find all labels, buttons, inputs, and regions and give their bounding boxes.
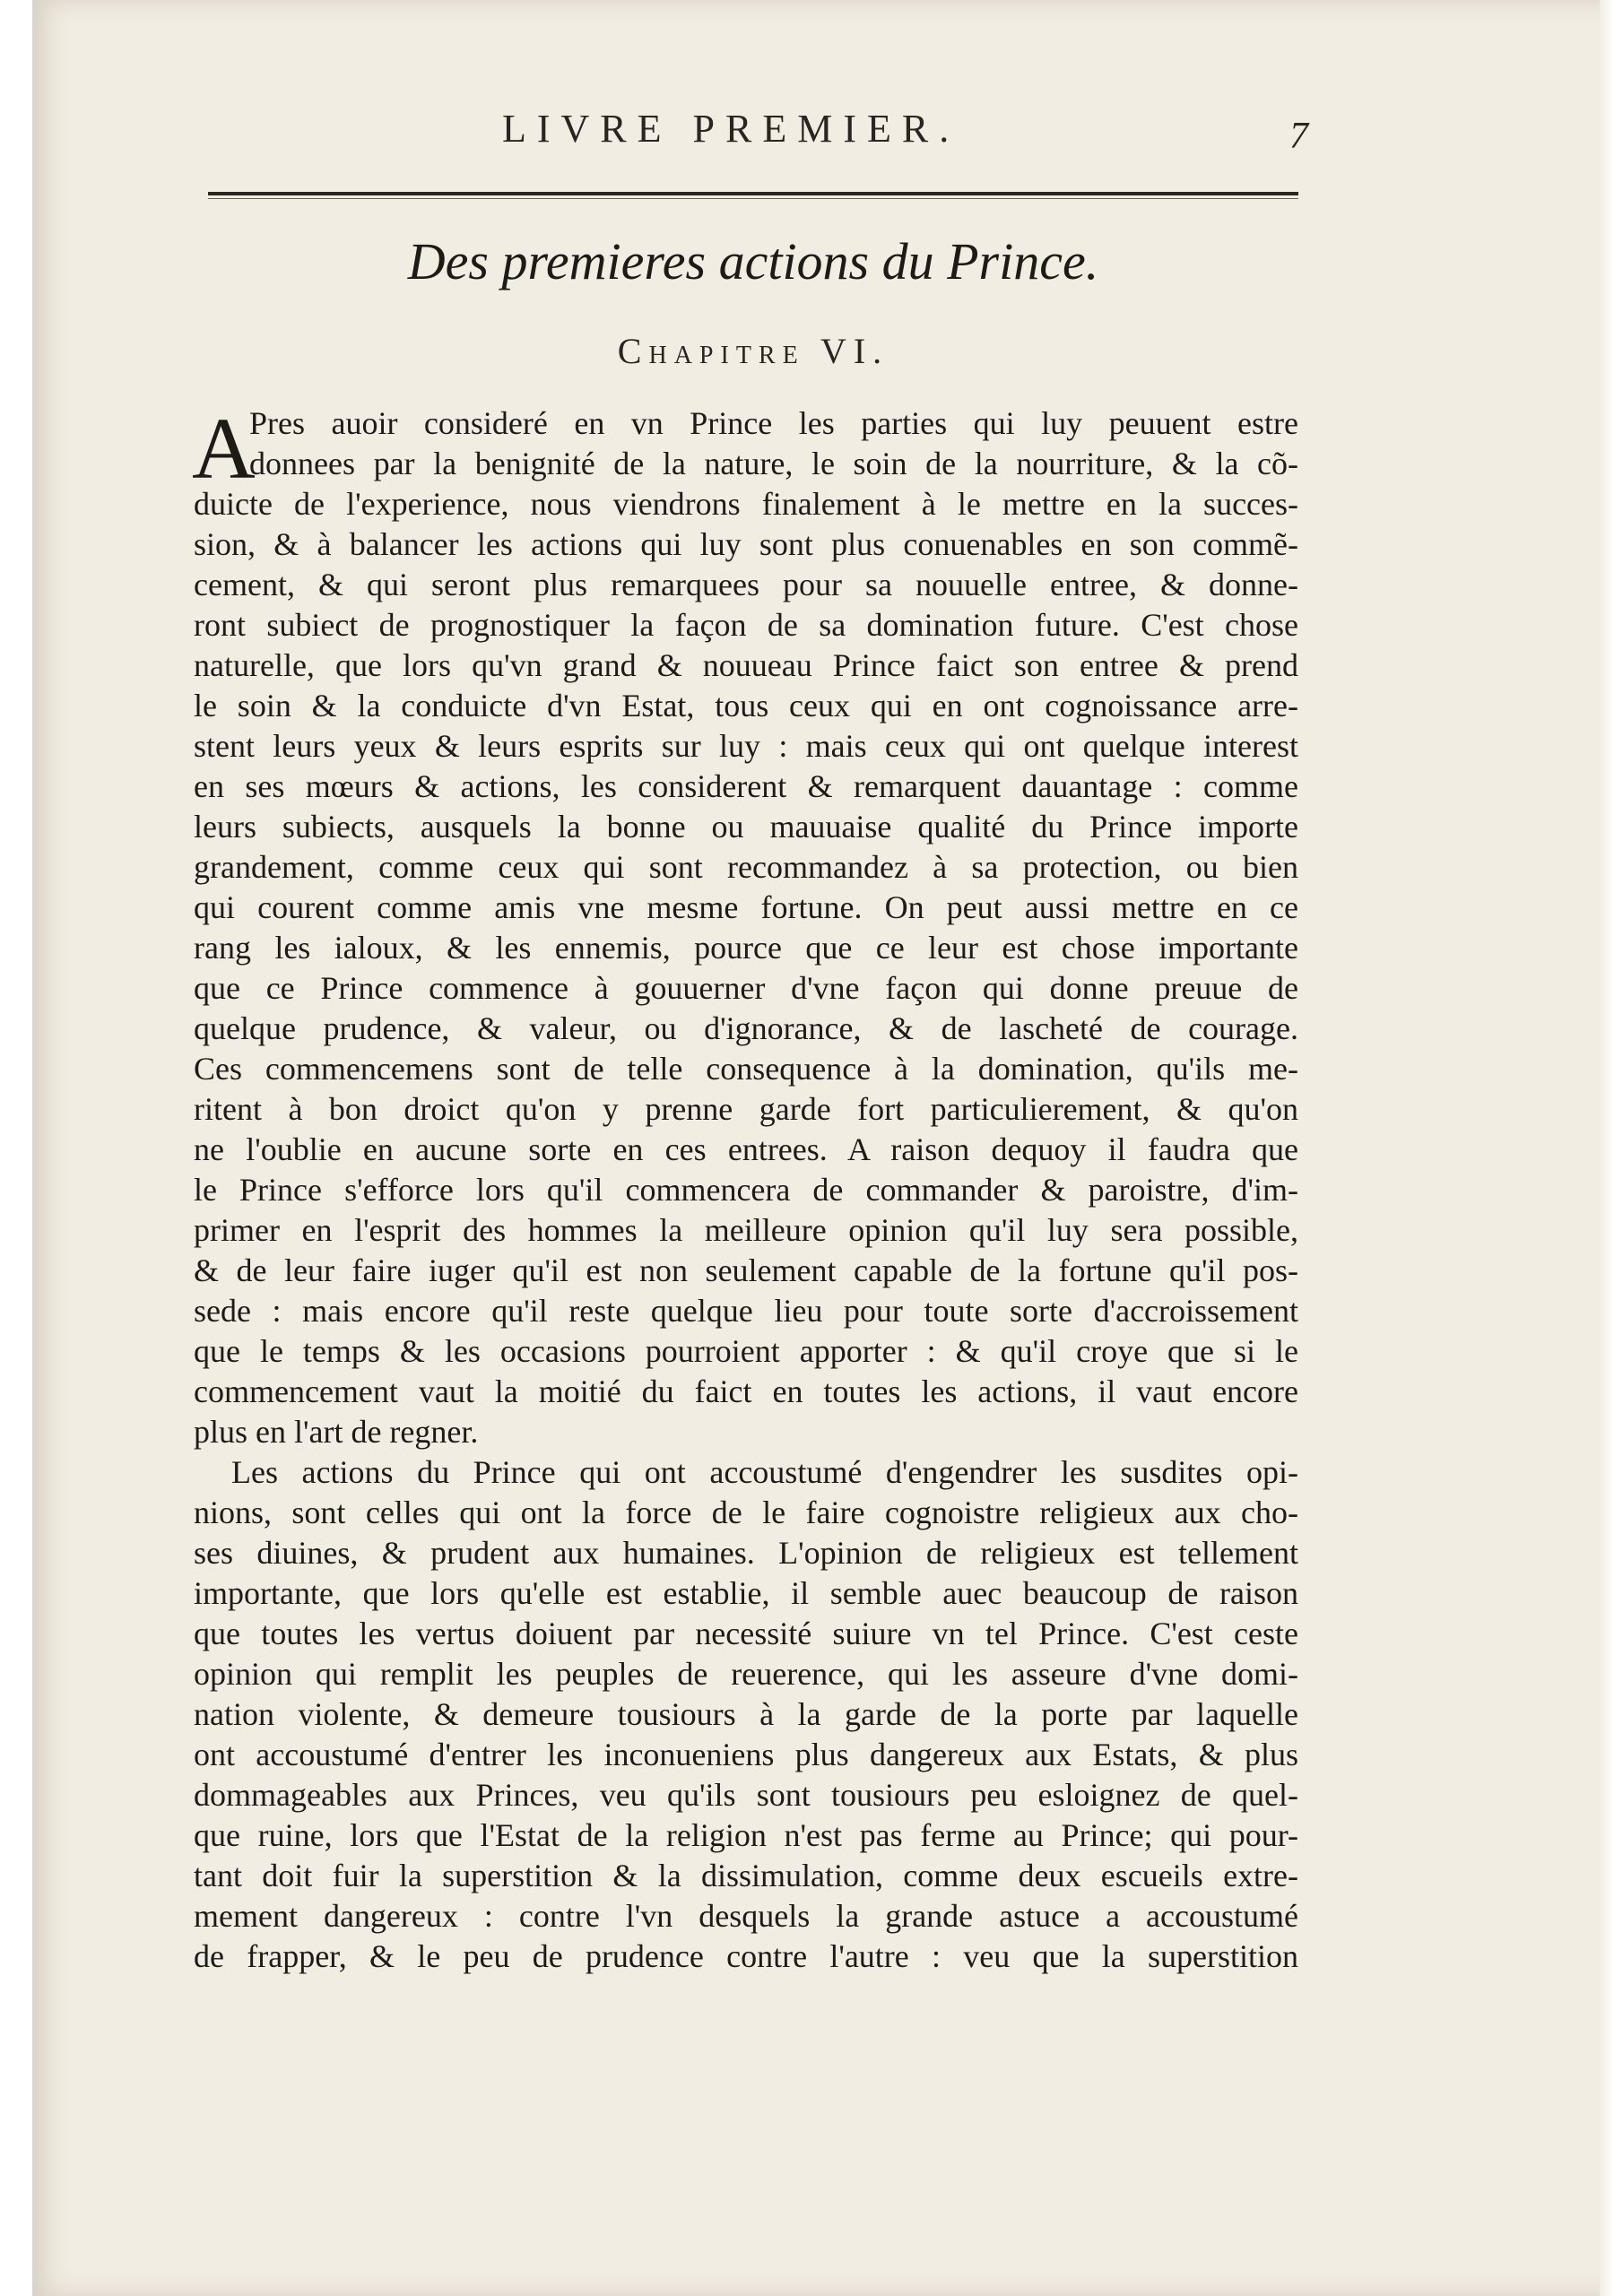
text-line: duicte de l'experience, nous viendrons finalement à le mettre en la succes- bbox=[194, 486, 1298, 522]
text-line: Pres auoir consideré en vn Prince les parties qui luy peuuent estre bbox=[249, 405, 1298, 441]
text-line: sede : mais encore qu'il reste quelque lieu pour toute sorte d'accroissement bbox=[194, 1293, 1298, 1329]
text-line: ront subiect de prognostiquer la façon de sa domination future. C'est chose bbox=[194, 607, 1298, 643]
header-rule bbox=[208, 192, 1298, 195]
text-line: leurs subiects, ausquels la bonne ou mauuaise qualité du Prince importe bbox=[194, 809, 1298, 845]
text-line: & de leur faire iuger qu'il est non seulement capable de la fortune qu'il pos- bbox=[194, 1252, 1298, 1288]
text-line: mement dangereux : contre l'vn desquels la grande astuce a accoustumé bbox=[194, 1898, 1298, 1934]
text-line: que le temps & les occasions pourroient apporter : & qu'il croye que si le bbox=[194, 1333, 1298, 1369]
text-line: le Prince s'efforce lors qu'il commencera de commander & paroistre, d'im- bbox=[194, 1172, 1298, 1208]
page-edge bbox=[1600, 0, 1614, 2296]
text-line: Les actions du Prince qui ont accoustumé d'engendrer les susdites opi- bbox=[231, 1454, 1298, 1490]
text-line: que toutes les vertus doiuent par necessité suiure vn tel Prince. C'est ceste bbox=[194, 1616, 1298, 1651]
page-number: 7 bbox=[1289, 116, 1308, 157]
text-line: donnees par la benignité de la nature, le soin de la nourriture, & la cõ- bbox=[249, 446, 1298, 481]
text-line: commencement vaut la moitié du faict en toutes les actions, il vaut encore bbox=[194, 1373, 1298, 1409]
text-line: sion, & à balancer les actions qui luy sont plus conuenables en son commẽ- bbox=[194, 526, 1298, 562]
body-text bbox=[194, 403, 1298, 1977]
header-rule-thin bbox=[208, 198, 1298, 199]
text-line: tant doit fuir la superstition & la dissimulation, comme deux escueils extre- bbox=[194, 1858, 1298, 1893]
text-line: dommageables aux Princes, veu qu'ils sont tousiours peu esloignez de quel- bbox=[194, 1777, 1298, 1813]
running-head: LIVRE PREMIER. bbox=[502, 107, 960, 151]
text-line: stent leurs yeux & leurs esprits sur luy : mais ceux qui ont quelque interest bbox=[194, 728, 1298, 764]
text-line: que ruine, lors que l'Estat de la religion n'est pas ferme au Prince; qui pour- bbox=[194, 1817, 1298, 1853]
text-line: nions, sont celles qui ont la force de le faire cognoistre religieux aux cho- bbox=[194, 1495, 1298, 1530]
text-line: nation violente, & demeure tousiours à la garde de la porte par laquelle bbox=[194, 1696, 1298, 1732]
text-line: ont accoustumé d'entrer les inconueniens plus dangereux aux Estats, & plus bbox=[194, 1737, 1298, 1772]
text-line: qui courent comme amis vne mesme fortune. On peut aussi mettre en ce bbox=[194, 889, 1298, 925]
text-line: naturelle, que lors qu'vn grand & nouueau Prince faict son entree & prend bbox=[194, 647, 1298, 683]
text-line: importante, que lors qu'elle est establie, il semble auec beaucoup de raison bbox=[194, 1575, 1298, 1611]
chapter-title: Des premieres actions du Prince. bbox=[407, 232, 1099, 290]
text-line: opinion qui remplit les peuples de reuerence, qui les asseure d'vne domi- bbox=[194, 1656, 1298, 1692]
text-line: quelque prudence, & valeur, ou d'ignorance, & de lascheté de courage. bbox=[194, 1010, 1298, 1046]
text-line: ne l'oublie en aucune sorte en ces entrees. A raison dequoy il faudra que bbox=[194, 1131, 1298, 1167]
text-line: le soin & la conduicte d'vn Estat, tous ceux qui en ont cognoissance arre- bbox=[194, 688, 1298, 723]
text-line: rang les ialoux, & les ennemis, pource que ce leur est chose importante bbox=[194, 930, 1298, 966]
text-line: grandement, comme ceux qui sont recommandez à sa protection, ou bien bbox=[194, 849, 1298, 885]
text-line: de frapper, & le peu de prudence contre l'autre : veu que la superstition bbox=[194, 1938, 1298, 1974]
text-line: que ce Prince commence à gouuerner d'vne façon qui donne preuue de bbox=[194, 970, 1298, 1006]
text-line: Ces commencemens sont de telle consequence à la domination, qu'ils me- bbox=[194, 1051, 1298, 1087]
text-line: cement, & qui seront plus remarquees pour sa nouuelle entree, & donne- bbox=[194, 567, 1298, 602]
text-line: ses diuines, & prudent aux humaines. L'opinion de religieux est tellement bbox=[194, 1535, 1298, 1571]
text-line: ritent à bon droict qu'on y prenne garde fort particulierement, & qu'on bbox=[194, 1091, 1298, 1127]
text-line: en ses mœurs & actions, les considerent & remarquent dauantage : comme bbox=[194, 768, 1298, 804]
chapter-number: Chapitre VI. bbox=[617, 331, 889, 371]
drop-cap: A bbox=[192, 401, 256, 498]
text-line: plus en l'art de regner. bbox=[194, 1414, 479, 1450]
text-line: primer en l'esprit des hommes la meilleure opinion qu'il luy sera possible, bbox=[194, 1212, 1298, 1248]
